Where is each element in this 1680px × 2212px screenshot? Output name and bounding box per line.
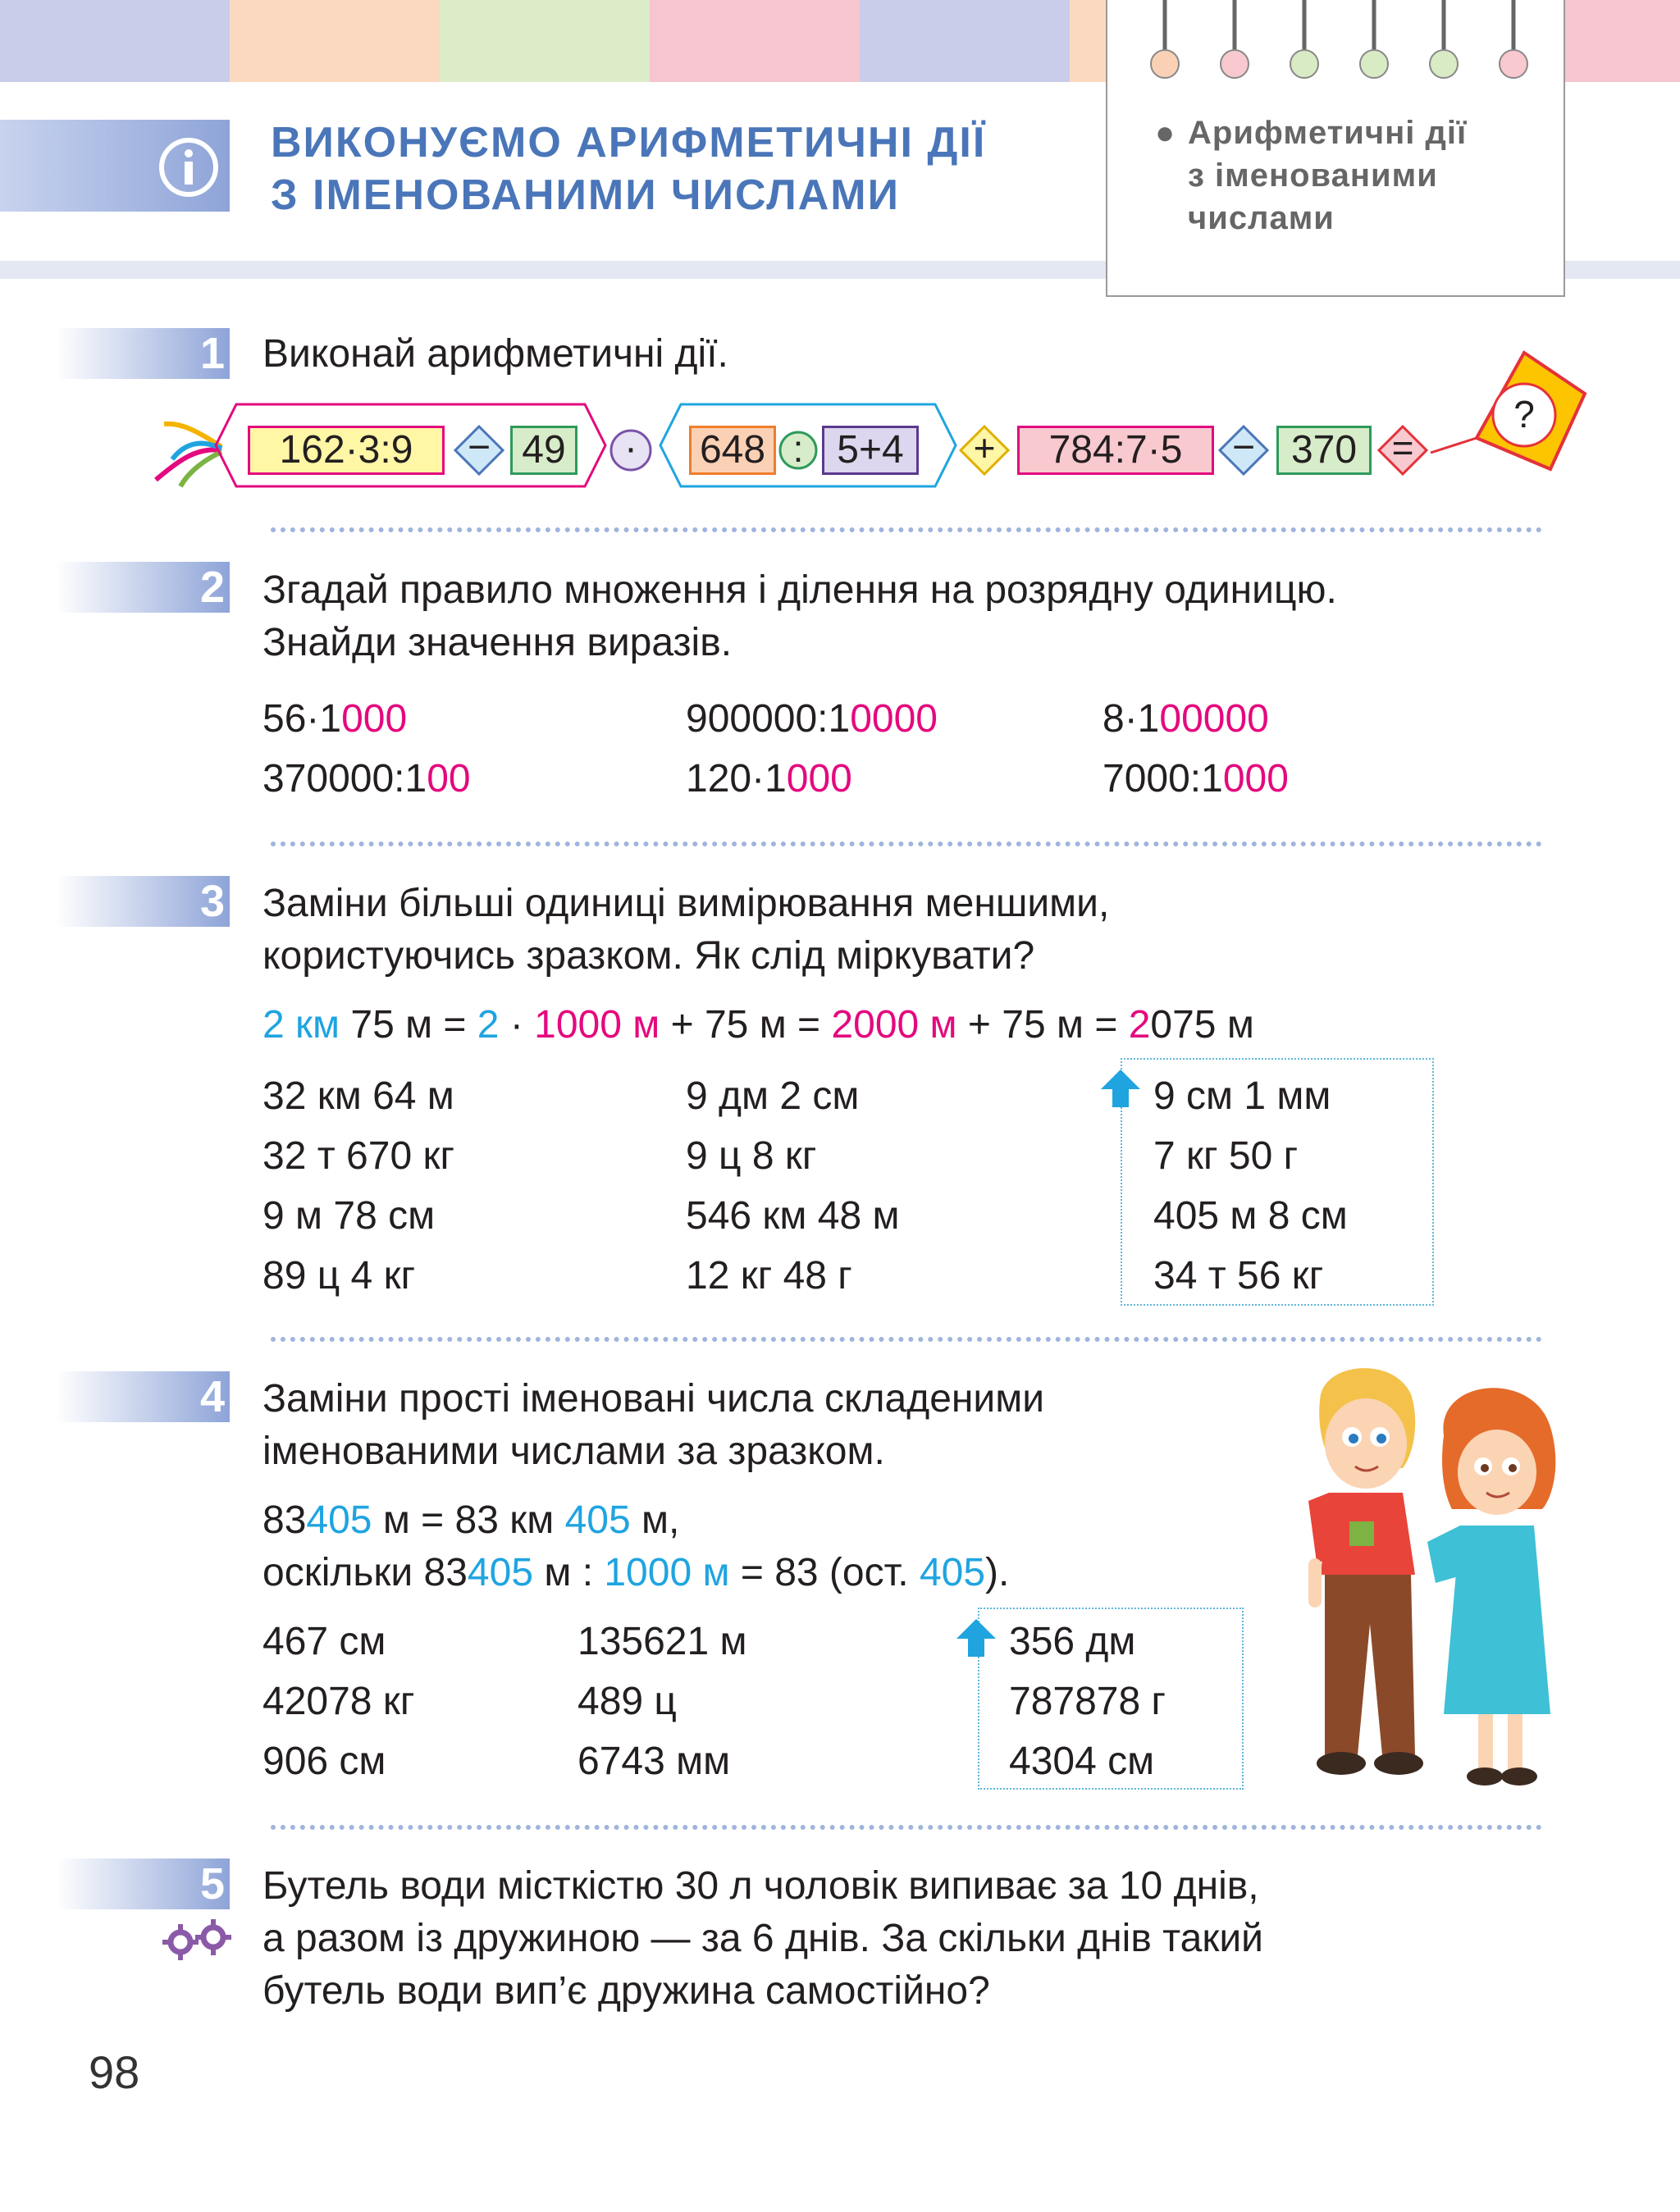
topic-card <box>1106 0 1565 297</box>
task-4-col-1: 467 см 42078 кг 906 см <box>262 1620 415 1783</box>
task-3-number: 3 <box>199 877 225 926</box>
task-4-number: 4 <box>199 1372 225 1421</box>
task-2-line-1: Згадай правило множення і ділення на розрядну одиницю. <box>262 568 1337 612</box>
task-5-number: 5 <box>199 1859 225 1909</box>
task-5-line-1: Бутель води місткістю 30 л чоловік випиває за 10 днів, <box>262 1864 1259 1908</box>
task-4-line-2: іменованими числами за зразком. <box>262 1430 885 1473</box>
task-4-col-2: 135621 м 489 ц 6743 мм <box>578 1620 747 1783</box>
kite-question: ? <box>1513 393 1535 436</box>
task-2-expr-3: 8·100000 <box>1102 697 1269 741</box>
up-arrow-icon <box>1099 1068 1142 1109</box>
task-2-expr-6: 7000:1000 <box>1102 757 1289 800</box>
children-illustration <box>1304 1361 1567 1821</box>
up-arrow-icon <box>955 1617 998 1658</box>
chain-op-1: − <box>467 426 491 469</box>
chain-value-1: 49 <box>510 426 578 475</box>
task-5-line-3: бутель води вип’є дружина самостійно? <box>262 1969 990 2013</box>
task-2-number: 2 <box>199 563 225 612</box>
card-line-2: з іменованими <box>1188 157 1438 194</box>
chain-op-5: − <box>1231 426 1256 469</box>
chain-op-4: + <box>973 426 996 469</box>
task-3-sample: 2 км 75 м = 2 · 1000 м + 75 м = 2000 м + 75 м = 2075 м <box>262 1003 1254 1047</box>
card-bullet: ● <box>1155 115 1176 151</box>
color-strip-1 <box>0 0 230 82</box>
chain-op-2: · <box>624 426 637 470</box>
task-2-expr-5: 120·1000 <box>686 757 852 800</box>
task-4-number-tab <box>56 1371 230 1422</box>
chain-value-2: 648 <box>689 426 776 475</box>
task-3-number-tab <box>56 876 230 927</box>
task-5-number-tab <box>56 1859 230 1909</box>
spiral-rings <box>1140 0 1534 90</box>
title-line-2: З ІМЕНОВАНИМИ ЧИСЛАМИ <box>271 171 900 219</box>
chain-value-4: 370 <box>1276 426 1372 475</box>
divider-3 <box>271 1337 1542 1342</box>
task-1-text: Виконай арифметичні дії. <box>262 332 728 376</box>
color-strip-4 <box>650 0 860 82</box>
chain-op-3: : <box>792 427 804 470</box>
task-5-line-2: а разом із дружиною — за 6 днів. За скільки днів такий <box>262 1917 1263 1960</box>
task-3-line-1: Заміни більші одиниці вимірювання меншими, <box>262 882 1110 925</box>
card-line-3: числами <box>1188 200 1335 236</box>
task-3-col-2: 9 дм 2 см 9 ц 8 кг 546 км 48 м 12 кг 48 г <box>686 1074 900 1298</box>
task-2-number-tab <box>56 562 230 613</box>
task-4-sample-2: оскільки 83405 м : 1000 м = 83 (ост. 405). <box>262 1551 1010 1594</box>
task-4-col-3: 356 дм 787878 г 4304 см <box>1009 1620 1166 1783</box>
task-1-number-tab <box>56 328 230 379</box>
task-2-line-2: Знайди значення виразів. <box>262 621 733 664</box>
chain-op-6: = <box>1391 426 1414 469</box>
card-text <box>1155 112 1468 239</box>
info-icon <box>158 136 220 198</box>
task-3-col-3: 9 см 1 мм 7 кг 50 г 405 м 8 см 34 т 56 кг <box>1153 1074 1348 1298</box>
gears-icon <box>162 1919 231 1962</box>
task-2-expr-1: 56·1000 <box>262 697 408 741</box>
divider-2 <box>271 841 1542 846</box>
chain-expression-1: 162·3:9 <box>248 426 445 475</box>
divider-4 <box>271 1825 1542 1830</box>
color-strip-3 <box>440 0 650 82</box>
task-3-line-2: користуючись зразком. Як слід міркувати? <box>262 934 1035 978</box>
chain-value-3: 5+4 <box>822 426 919 475</box>
header-side-tab <box>0 120 230 212</box>
color-strip-2 <box>230 0 440 82</box>
title-line-1: ВИКОНУЄМО АРИФМЕТИЧНІ ДІЇ <box>271 119 987 166</box>
task-4-sample-1: 83405 м = 83 км 405 м, <box>262 1498 680 1542</box>
task-1-number: 1 <box>199 329 225 378</box>
task-3-col-1: 32 км 64 м 32 т 670 кг 9 м 78 см 89 ц 4 кг <box>262 1074 454 1298</box>
task-2-expr-4: 370000:100 <box>262 757 471 800</box>
task-4-line-1: Заміни прості іменовані числа складеними <box>262 1377 1045 1421</box>
color-strip-5 <box>860 0 1070 82</box>
page-number: 98 <box>89 2046 140 2098</box>
task-2-expr-2: 900000:10000 <box>686 697 938 741</box>
divider-1 <box>271 527 1542 532</box>
card-line-1: Арифметичні дії <box>1188 115 1468 151</box>
page-title <box>271 116 986 221</box>
chain-expression-2: 784:7·5 <box>1017 426 1214 475</box>
